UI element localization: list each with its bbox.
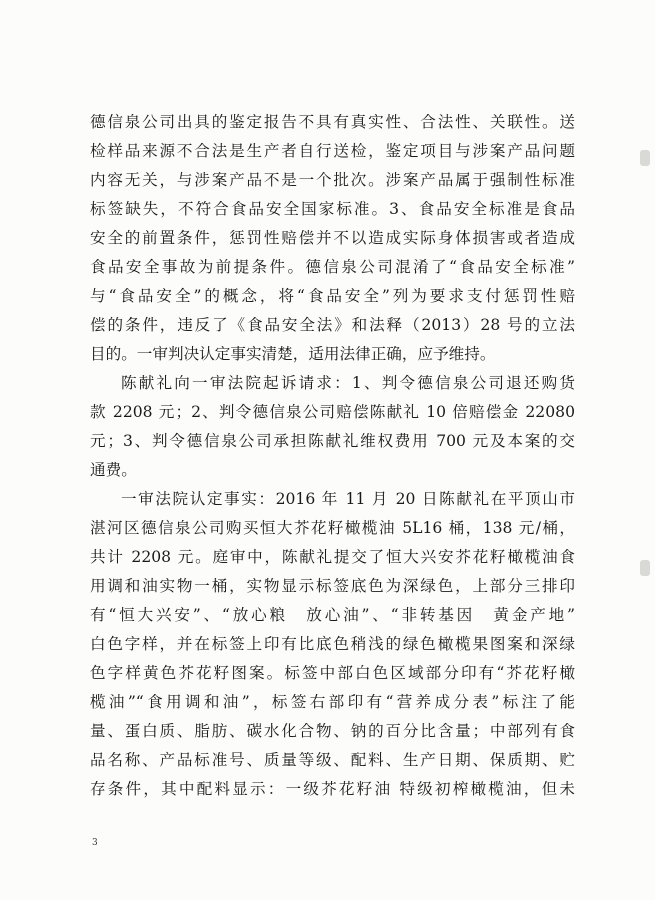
text-line: 有“恒大兴安”、“放心粮 放心油”、“非转基因 黄金产地” bbox=[90, 606, 575, 624]
text-line: 偿的条件，违反了《食品安全法》和法释（2013）28 号的立法 bbox=[90, 316, 575, 334]
text-line: 标签缺失，不符合食品安全国家标准。3、食品安全标准是食品 bbox=[90, 200, 575, 218]
text-line: 共计 2208 元。庭审中，陈献礼提交了恒大兴安芥花籽橄榄油食 bbox=[90, 548, 575, 566]
text-line: 德信泉公司出具的鉴定报告不具有真实性、合法性、关联性。送 bbox=[90, 113, 575, 131]
text-line: 陈献礼向一审法院起诉请求：1、判令德信泉公司退还购货 bbox=[121, 374, 575, 392]
body-text bbox=[90, 108, 575, 804]
text-line: 存条件，其中配料显示：一级芥花籽油 特级初榨橄榄油，但未 bbox=[90, 780, 575, 798]
text-line: 目的。一审判决认定事实清楚，适用法律正确，应予维持。 bbox=[90, 345, 496, 363]
text-line: 通费。 bbox=[90, 461, 137, 479]
page-number: 3 bbox=[92, 838, 98, 848]
text-line: 安全的前置条件，惩罚性赔偿并不以造成实际身体损害或者造成 bbox=[90, 229, 575, 247]
binding-hole-mark bbox=[640, 150, 650, 166]
text-line: 一审法院认定事实：2016 年 11 月 20 日陈献礼在平顶山市 bbox=[121, 490, 575, 508]
binding-hole-mark bbox=[640, 560, 650, 576]
text-line: 检样品来源不合法是生产者自行送检，鉴定项目与涉案产品问题 bbox=[90, 142, 575, 160]
text-line: 款 2208 元；2、判令德信泉公司赔偿陈献礼 10 倍赔偿金 22080 bbox=[90, 403, 575, 421]
text-line: 榄油”“食用调和油”，标签右部印有“营养成分表”标注了能 bbox=[90, 693, 575, 711]
text-line: 湛河区德信泉公司购买恒大芥花籽橄榄油 5L16 桶，138 元/桶， bbox=[90, 519, 575, 537]
text-line: 内容无关，与涉案产品不是一个批次。涉案产品属于强制性标准 bbox=[90, 171, 575, 189]
text-line: 量、蛋白质、脂肪、碳水化合物、钠的百分比含量；中部列有食 bbox=[90, 722, 575, 740]
text-line: 食品安全事故为前提条件。德信泉公司混淆了“食品安全标准” bbox=[90, 258, 575, 276]
text-line: 与“食品安全”的概念，将“食品安全”列为要求支付惩罚性赔 bbox=[90, 287, 575, 305]
text-line: 用调和油实物一桶，实物显示标签底色为深绿色，上部分三排印 bbox=[90, 577, 575, 595]
text-line: 色字样黄色芥花籽图案。标签中部白色区域部分印有“芥花籽橄 bbox=[90, 664, 575, 682]
text-line: 元；3、判令德信泉公司承担陈献礼维权费用 700 元及本案的交 bbox=[90, 432, 575, 450]
text-line: 品名称、产品标准号、质量等级、配料、生产日期、保质期、贮 bbox=[90, 751, 575, 769]
text-line: 白色字样，并在标签上印有比底色稍浅的绿色橄榄果图案和深绿 bbox=[90, 635, 575, 653]
